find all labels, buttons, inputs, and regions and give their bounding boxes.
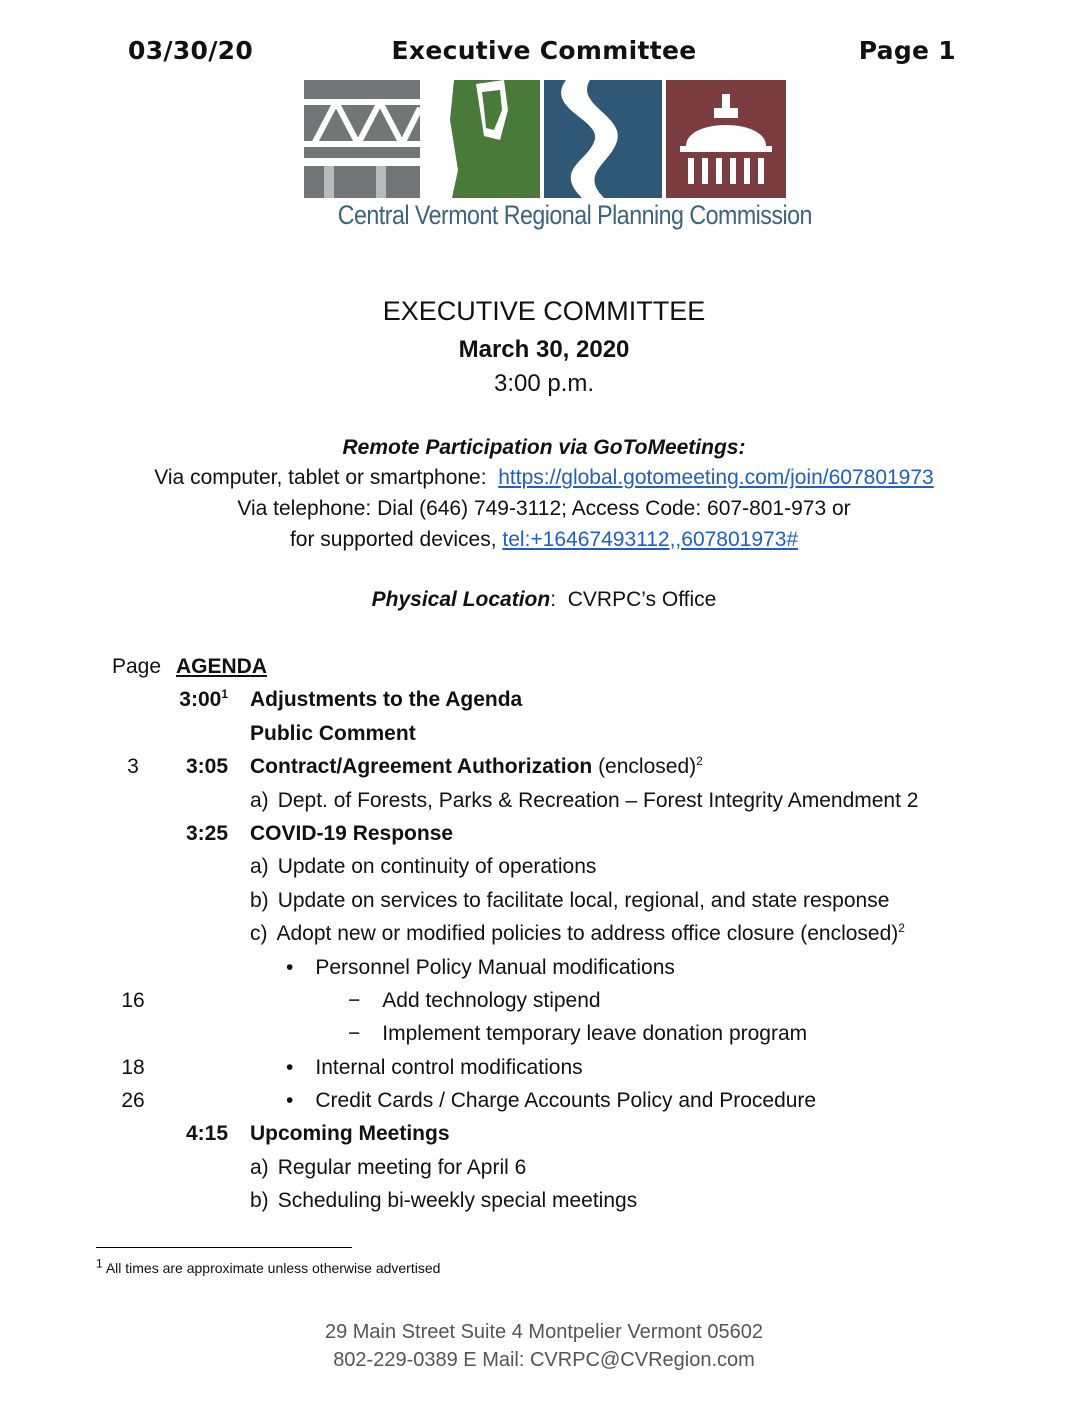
agenda-time-value: 3:25	[185, 821, 228, 845]
agenda-page-ref: 16	[121, 988, 145, 1012]
agenda-item	[250, 784, 918, 817]
footnote-mark: 1	[96, 1256, 103, 1271]
footer-contact: 802-229-0389 E Mail: CVRPC@CVRegion.com	[333, 1349, 755, 1371]
agenda-heading: AGENDA	[176, 655, 268, 678]
agenda-row	[0, 1084, 1088, 1117]
remote-computer-line	[0, 466, 1088, 490]
agenda-item-marker: •	[286, 955, 294, 979]
agenda-item	[286, 1084, 816, 1117]
agenda-item-text: Regular meeting for April 6	[277, 1155, 527, 1179]
agenda-item-marker: a)	[250, 1155, 269, 1179]
agenda-item-text: Credit Cards / Charge Accounts Policy and Procedure	[315, 1089, 817, 1113]
agenda-row	[0, 884, 1088, 917]
agenda-item-footnote-mark: 2	[898, 921, 905, 936]
tel-link[interactable]: tel:+16467493112,,607801973#	[502, 528, 799, 551]
agenda-item-text: Update on continuity of operations	[277, 855, 597, 879]
agenda-time	[176, 750, 228, 783]
agenda-row	[0, 917, 1088, 950]
logo-graphic	[304, 80, 786, 198]
agenda-row	[0, 1151, 1088, 1184]
remote-computer-label: Via computer, tablet or smartphone:	[154, 466, 487, 489]
header-title: Executive Committee	[391, 36, 697, 65]
agenda-item-text: Upcoming Meetings	[250, 1122, 450, 1146]
logo-organization-name: Central Vermont Regional Planning Commission	[337, 200, 812, 230]
agenda-row	[0, 784, 1088, 817]
agenda-item	[250, 817, 453, 850]
cvrpc-logo	[304, 80, 786, 198]
agenda-item-text: Contract/Agreement Authorization	[250, 755, 593, 779]
physical-location-label: Physical Location	[371, 588, 551, 611]
gotomeeting-link[interactable]: https://global.gotomeeting.com/join/607801973	[498, 466, 934, 489]
agenda-item	[286, 1051, 583, 1084]
agenda-item	[250, 884, 889, 917]
agenda-time-value: 3:00	[179, 688, 222, 712]
agenda-item-text: Adopt new or modified policies to address office closure (enclosed)	[276, 922, 899, 946]
agenda-item	[250, 683, 522, 716]
footnote	[96, 1256, 441, 1276]
agenda-item-marker: −	[348, 1022, 361, 1046]
agenda-item-text: Personnel Policy Manual modifications	[315, 955, 675, 979]
agenda-item-footnote-mark: 2	[696, 754, 703, 769]
agenda-item-marker: b)	[250, 888, 269, 912]
agenda-page-column-header: Page	[112, 655, 162, 678]
agenda-row	[0, 1017, 1088, 1050]
agenda-item-marker: •	[286, 1055, 294, 1079]
agenda-item-marker: c)	[250, 922, 268, 946]
footnote-rule	[96, 1247, 352, 1248]
agenda-row	[0, 750, 1088, 783]
meeting-title: EXECUTIVE COMMITTEE	[382, 296, 706, 326]
meeting-time: 3:00 p.m.	[493, 370, 595, 397]
remote-heading: Remote Participation via GoToMeetings:	[342, 436, 746, 459]
agenda-item	[250, 1184, 637, 1217]
agenda-item-text: Add technology stipend	[382, 988, 601, 1012]
agenda-item-text: Public Comment	[250, 721, 416, 745]
footnote-text: All times are approximate unless otherwise advertised	[105, 1260, 441, 1276]
agenda-row	[0, 1051, 1088, 1084]
agenda-item-text: Internal control modifications	[315, 1055, 583, 1079]
agenda-item-text: Dept. of Forests, Parks & Recreation – Forest Integrity Amendment 2	[277, 788, 919, 812]
meeting-date: March 30, 2020	[458, 336, 630, 363]
agenda-item	[250, 750, 703, 783]
agenda-item	[348, 984, 601, 1017]
agenda-item-marker: b)	[250, 1189, 269, 1213]
agenda-row	[0, 951, 1088, 984]
physical-location-value: CVRPC’s Office	[567, 588, 717, 611]
agenda-item-text: Update on services to facilitate local, regional, and state response	[277, 888, 890, 912]
agenda-item-note: (enclosed)	[592, 755, 697, 779]
agenda-time-value: 3:05	[185, 755, 228, 779]
header-page-number: Page 1	[858, 36, 956, 65]
agenda-row	[0, 683, 1088, 716]
remote-phone-line: Via telephone: Dial (646) 749-3112; Access Code: 607-801-973 or	[237, 497, 851, 520]
agenda-row	[0, 1117, 1088, 1150]
agenda-time	[176, 817, 228, 850]
agenda-item-marker: •	[286, 1089, 294, 1113]
agenda-items	[0, 683, 1088, 1217]
agenda-row	[0, 717, 1088, 750]
agenda-item-text: Scheduling bi-weekly special meetings	[277, 1189, 638, 1213]
footer-address: 29 Main Street Suite 4 Montpelier Vermont 05602	[324, 1321, 764, 1343]
agenda-item-text: Adjustments to the Agenda	[250, 688, 523, 712]
agenda	[0, 650, 1088, 1218]
agenda-time	[176, 1117, 228, 1150]
physical-location: Physical Location: CVRPC’s Office	[371, 588, 717, 611]
agenda-row	[0, 984, 1088, 1017]
agenda-item-text: COVID-19 Response	[250, 821, 454, 845]
agenda-item-marker: a)	[250, 788, 269, 812]
agenda-item	[250, 717, 416, 750]
agenda-row	[0, 817, 1088, 850]
agenda-item	[250, 917, 905, 950]
agenda-item	[348, 1017, 807, 1050]
agenda-item-marker: −	[348, 988, 361, 1012]
agenda-page-ref: 3	[127, 755, 139, 779]
agenda-item-text: Implement temporary leave donation program	[382, 1022, 808, 1046]
agenda-item	[250, 1117, 450, 1150]
remote-devices-line	[0, 528, 1088, 552]
agenda-time	[176, 683, 228, 716]
agenda-page-ref: 26	[121, 1089, 145, 1113]
agenda-row	[0, 850, 1088, 883]
agenda-item	[250, 1151, 526, 1184]
agenda-item	[250, 850, 596, 883]
agenda-time-value: 4:15	[185, 1122, 228, 1146]
agenda-item-marker: a)	[250, 855, 269, 879]
agenda-item	[286, 951, 675, 984]
remote-devices-label: for supported devices,	[289, 528, 497, 551]
agenda-page-ref: 18	[121, 1055, 145, 1079]
header-date: 03/30/20	[128, 36, 254, 65]
agenda-time-footnote-mark: 1	[221, 687, 228, 702]
agenda-header-row	[0, 650, 1088, 683]
agenda-row	[0, 1184, 1088, 1217]
